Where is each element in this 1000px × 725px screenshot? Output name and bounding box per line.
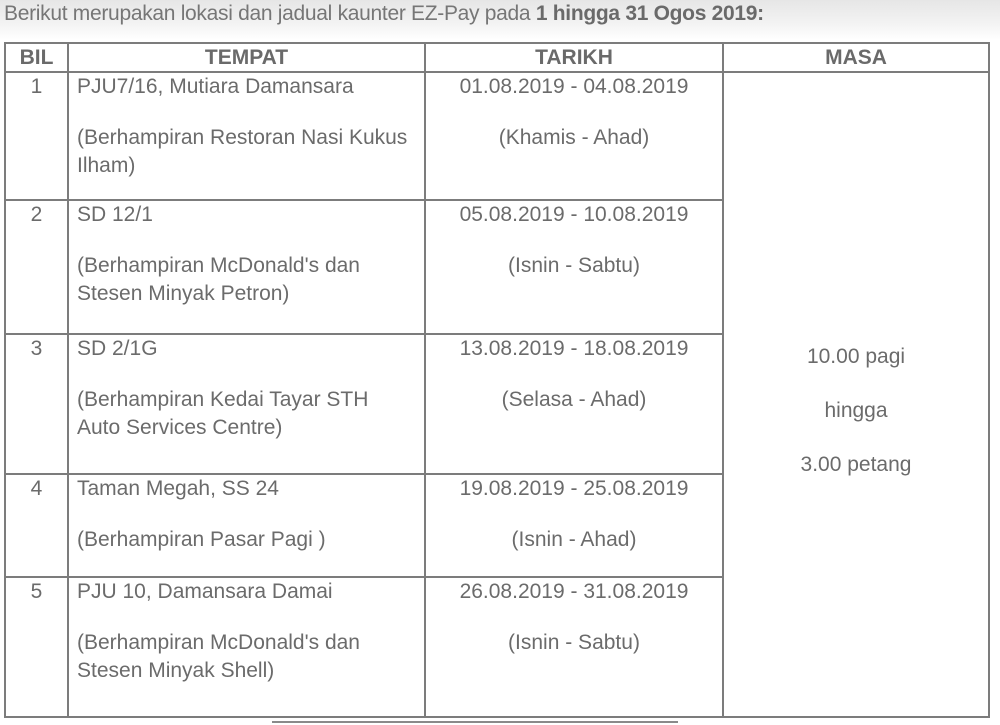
- row-1-tempat: [77, 73, 417, 180]
- row-4-bil: 4: [30, 477, 43, 500]
- row-3-bil: 3: [30, 337, 43, 360]
- row-2-tempat: [77, 201, 397, 308]
- row-5-bil: 5: [30, 580, 43, 603]
- masa-cell: [724, 343, 988, 505]
- location-name: PJU7/16, Mutiara Damansara: [77, 75, 354, 98]
- row-4-tarikh: [426, 475, 722, 554]
- row-1-tarikh: [426, 73, 722, 152]
- date-range: 26.08.2019 - 31.08.2019: [459, 580, 689, 603]
- date-range: 13.08.2019 - 18.08.2019: [459, 337, 689, 360]
- day-range: (Selasa - Ahad): [501, 388, 647, 411]
- location-name: Taman Megah, SS 24: [77, 477, 279, 500]
- masa-to: hingga: [824, 399, 888, 422]
- header-masa: MASA: [825, 46, 887, 69]
- row-2-bil: 2: [30, 203, 43, 226]
- location-note: (Berhampiran Kedai Tayar STH Auto Services Centre): [77, 388, 369, 439]
- day-range: (Isnin - Sabtu): [508, 254, 640, 277]
- date-range: 05.08.2019 - 10.08.2019: [459, 203, 689, 226]
- intro-text-bold: 1 hingga 31 Ogos 2019:: [535, 2, 764, 25]
- location-note: (Berhampiran Restoran Nasi Kukus Ilham): [77, 126, 408, 177]
- header-tempat: TEMPAT: [204, 46, 289, 69]
- header-bil: BIL: [19, 46, 54, 69]
- day-range: (Khamis - Ahad): [498, 126, 650, 149]
- day-range: (Isnin - Ahad): [511, 528, 637, 551]
- date-range: 01.08.2019 - 04.08.2019: [459, 75, 689, 98]
- column-divider: [67, 44, 69, 716]
- intro-text: [4, 2, 764, 26]
- masa-end: 3.00 petang: [800, 453, 912, 476]
- row-3-tempat: [77, 335, 407, 442]
- location-name: PJU 10, Damansara Damai: [77, 580, 333, 603]
- row-3-tarikh: [426, 335, 722, 414]
- row-5-tarikh: [426, 578, 722, 657]
- footer-rule: [272, 721, 678, 723]
- location-note: (Berhampiran McDonald's dan Stesen Minyak Shell): [77, 631, 360, 682]
- location-name: SD 12/1: [77, 203, 153, 226]
- location-note: (Berhampiran Pasar Pagi ): [77, 528, 326, 551]
- row-1-bil: 1: [30, 75, 43, 98]
- row-2-tarikh: [426, 201, 722, 280]
- day-range: (Isnin - Sabtu): [508, 631, 640, 654]
- location-note: (Berhampiran McDonald's dan Stesen Minyak Petron): [77, 254, 360, 305]
- row-5-tempat: [77, 578, 397, 685]
- schedule-table: [4, 42, 990, 718]
- location-name: SD 2/1G: [77, 337, 158, 360]
- header-tarikh: TARIKH: [535, 46, 613, 69]
- masa-start: 10.00 pagi: [806, 345, 906, 368]
- date-range: 19.08.2019 - 25.08.2019: [459, 477, 689, 500]
- row-4-tempat: [77, 475, 417, 554]
- intro-text-plain: Berikut merupakan lokasi dan jadual kaunter EZ-Pay pada: [4, 2, 536, 25]
